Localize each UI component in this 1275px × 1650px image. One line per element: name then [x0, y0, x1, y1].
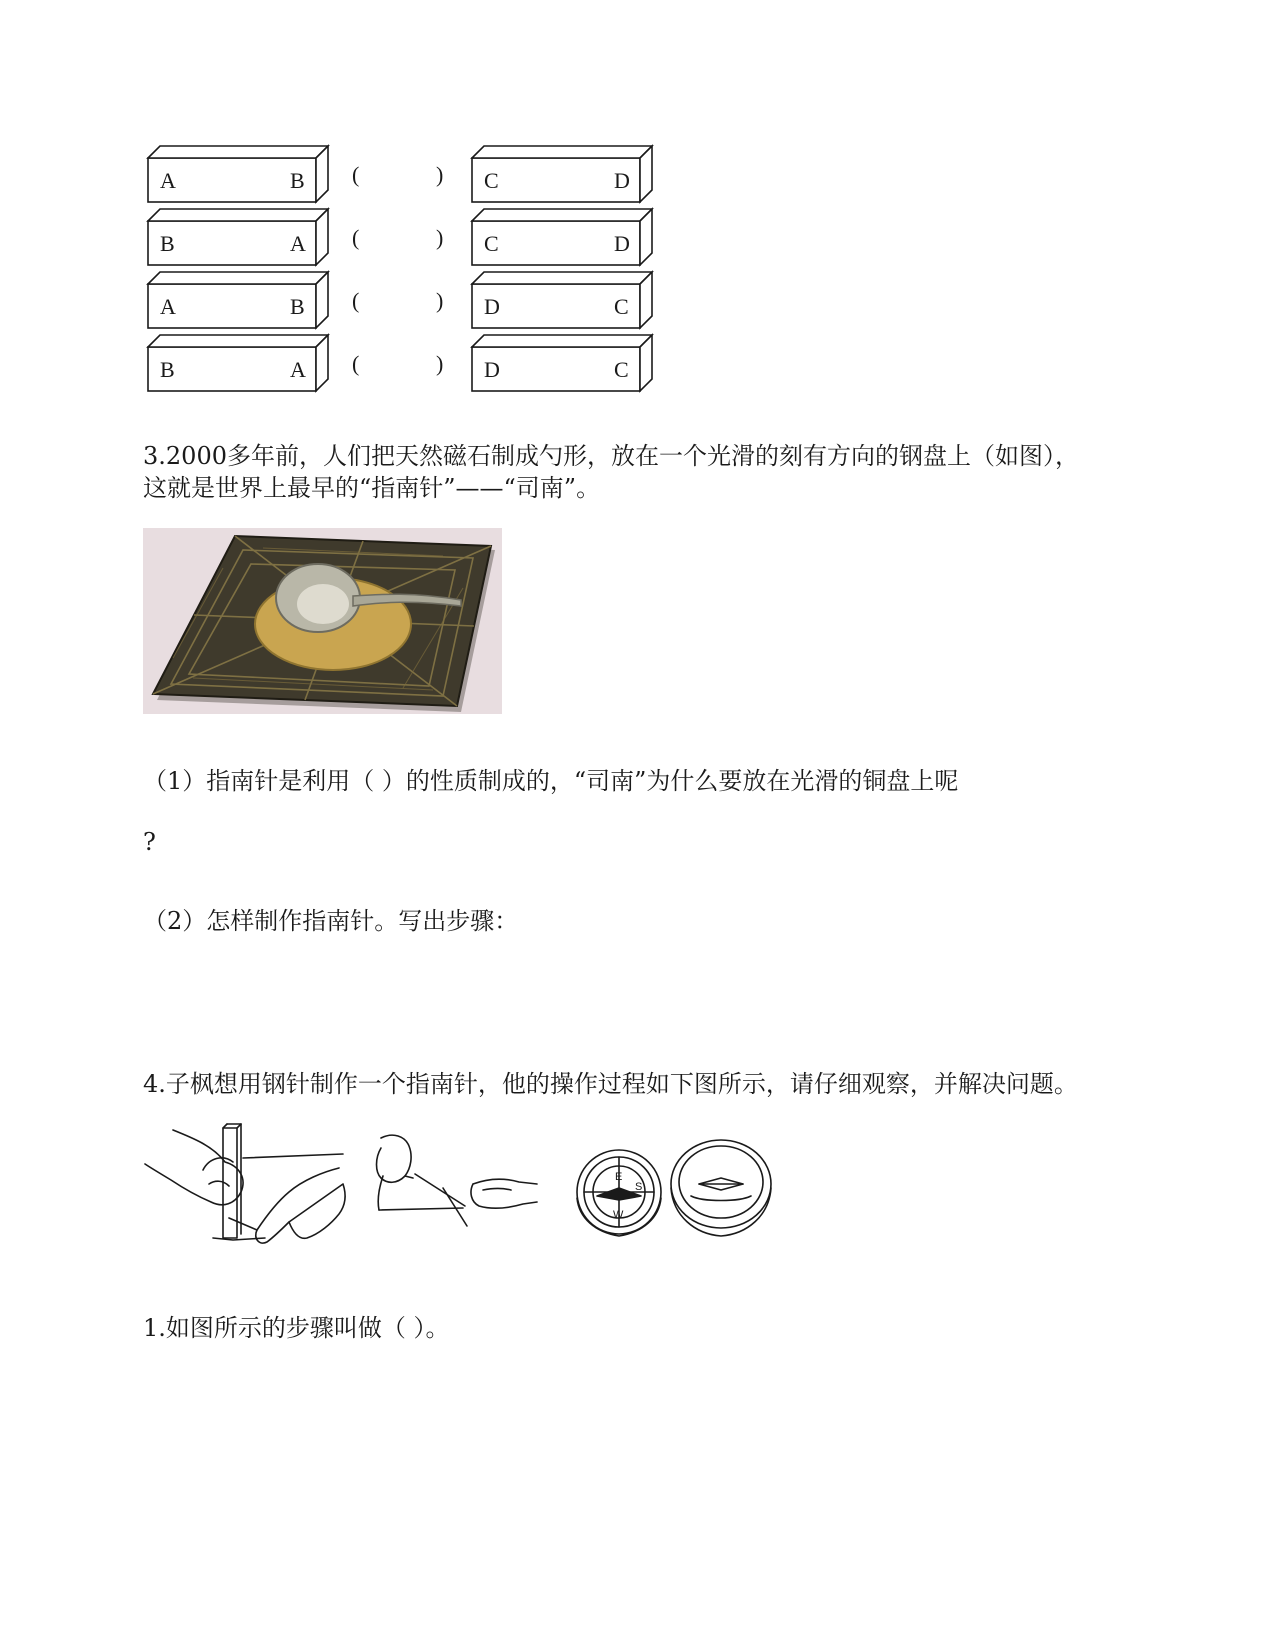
q4-line1: 4.子枫想用钢针制作一个指南针，他的操作过程如下图所示，请仔细观察，并解决问题。	[143, 1070, 1078, 1098]
answer-paren-open: (	[352, 162, 360, 187]
magnet-bar-right	[472, 335, 652, 391]
answer-paren-close: )	[436, 162, 444, 187]
answer-paren-open: (	[352, 288, 360, 313]
q3-sub1: （1）指南针是利用（ ）的性质制成的，“司南”为什么要放在光滑的铜盘上呢	[143, 767, 959, 795]
magnet-pole-label: D	[614, 231, 630, 256]
magnet-pole-label: A	[160, 294, 176, 319]
magnet-pole-label: D	[484, 357, 500, 382]
q3-sub1-tail: ?	[143, 828, 156, 856]
compass-letter-w: W	[613, 1209, 624, 1221]
magnet-pole-label: C	[614, 294, 629, 319]
magnet-pair-row	[148, 335, 652, 391]
answer-paren-open: (	[352, 225, 360, 250]
magnet-pole-label: B	[160, 231, 175, 256]
magnet-bar-left	[148, 146, 328, 202]
floating-needle-bowl-drawing	[671, 1140, 771, 1236]
magnet-pole-label: B	[290, 294, 305, 319]
answer-paren-close: )	[436, 225, 444, 250]
magnet-pole-label: D	[484, 294, 500, 319]
sinan-photo	[143, 528, 502, 714]
magnet-pairs-diagram	[140, 140, 670, 400]
magnet-bar-left	[148, 272, 328, 328]
magnet-bar-left	[148, 209, 328, 265]
answer-paren-close: )	[436, 351, 444, 376]
stroking-needle-drawing	[145, 1124, 345, 1243]
answer-paren-close: )	[436, 288, 444, 313]
magnet-pole-label: D	[614, 168, 630, 193]
magnet-pole-label: C	[614, 357, 629, 382]
magnet-bar-left	[148, 335, 328, 391]
magnet-pole-label: B	[290, 168, 305, 193]
magnet-pole-label: A	[290, 231, 306, 256]
magnet-pole-label: A	[160, 168, 176, 193]
magnet-bar-right	[472, 146, 652, 202]
compass-drawing	[577, 1150, 661, 1236]
q3-line2: 这就是世界上最早的“指南针”——“司南”。	[143, 474, 601, 502]
compass-letter-e: E	[615, 1171, 623, 1183]
magnet-pair-row	[148, 272, 652, 328]
magnet-pair-row	[148, 209, 652, 265]
q4-sub1: 1.如图所示的步骤叫做（ ）。	[143, 1314, 450, 1342]
answer-paren-open: (	[352, 351, 360, 376]
magnet-bar-right	[472, 209, 652, 265]
magnet-pole-label: C	[484, 231, 499, 256]
compass-letter-s: S	[635, 1181, 643, 1193]
needle-magnetizing-illustration	[143, 1118, 783, 1268]
hanging-needle-drawing	[377, 1135, 538, 1226]
magnet-pole-label: B	[160, 357, 175, 382]
q3-sub2: （2）怎样制作指南针。写出步骤：	[143, 907, 519, 935]
magnet-pole-label: C	[484, 168, 499, 193]
magnet-pair-row	[148, 146, 652, 202]
magnet-pole-label: A	[290, 357, 306, 382]
magnet-bar-right	[472, 272, 652, 328]
q3-line1: 3.2000多年前，人们把天然磁石制成勺形，放在一个光滑的刻有方向的钢盘上（如图），	[143, 442, 1079, 470]
